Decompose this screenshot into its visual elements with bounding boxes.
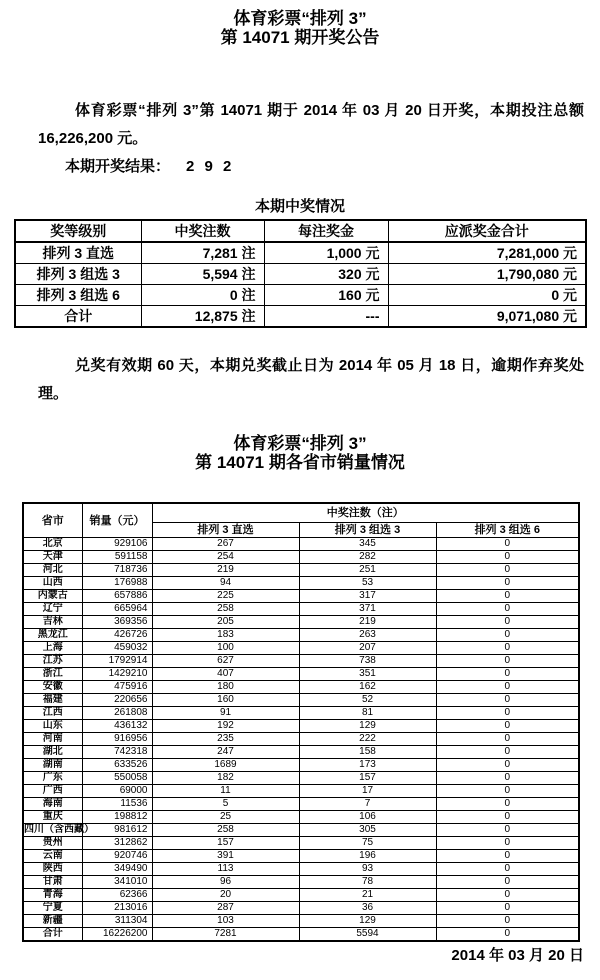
province-cell: 安徽 bbox=[23, 681, 82, 694]
group6-bets-cell: 0 bbox=[436, 538, 579, 551]
title2-line1: 体育彩票“排列 3” bbox=[233, 434, 367, 453]
group6-bets-cell: 0 bbox=[436, 720, 579, 733]
straight-bets-cell: 157 bbox=[152, 837, 299, 850]
group6-bets-cell: 0 bbox=[436, 668, 579, 681]
sales-amount-cell: 981612 bbox=[82, 824, 152, 837]
sales-amount-cell: 220656 bbox=[82, 694, 152, 707]
group6-bets-cell: 0 bbox=[436, 694, 579, 707]
table-row bbox=[23, 564, 579, 577]
group6-bets-cell: 0 bbox=[436, 811, 579, 824]
title1-line1: 体育彩票“排列 3” bbox=[233, 9, 367, 28]
table-row bbox=[23, 876, 579, 889]
document-date: 2014 年 03 月 20 日 bbox=[451, 947, 584, 964]
group6-bets-cell: 0 bbox=[436, 733, 579, 746]
sales-table-body bbox=[23, 538, 579, 942]
straight-bets-cell: 100 bbox=[152, 642, 299, 655]
group3-bets-cell: 219 bbox=[299, 616, 436, 629]
straight-bets-cell: 103 bbox=[152, 915, 299, 928]
table-row bbox=[23, 551, 579, 564]
sales-amount-cell: 69000 bbox=[82, 785, 152, 798]
straight-bets-cell: 182 bbox=[152, 772, 299, 785]
straight-bets-cell: 247 bbox=[152, 746, 299, 759]
sales-amount-cell: 11536 bbox=[82, 798, 152, 811]
sales-amount-cell: 311304 bbox=[82, 915, 152, 928]
table-row bbox=[23, 915, 579, 928]
table-row bbox=[23, 863, 579, 876]
column-header-winning-bets-group: 中奖注数（注） bbox=[152, 503, 579, 523]
prize-level-cell: 排列 3 直选 bbox=[15, 242, 141, 264]
group3-bets-cell: 222 bbox=[299, 733, 436, 746]
table-row bbox=[15, 285, 586, 306]
group3-bets-cell: 106 bbox=[299, 811, 436, 824]
straight-bets-cell: 183 bbox=[152, 629, 299, 642]
group3-bets-cell: 36 bbox=[299, 902, 436, 915]
straight-bets-cell: 258 bbox=[152, 824, 299, 837]
straight-bets-cell: 11 bbox=[152, 785, 299, 798]
straight-bets-cell: 180 bbox=[152, 681, 299, 694]
province-sales-table bbox=[22, 502, 580, 942]
straight-bets-cell: 235 bbox=[152, 733, 299, 746]
prize-table-body bbox=[15, 242, 586, 327]
sales-amount-cell: 459032 bbox=[82, 642, 152, 655]
sales-amount-cell: 341010 bbox=[82, 876, 152, 889]
group3-bets-cell: 52 bbox=[299, 694, 436, 707]
sales-amount-cell: 742318 bbox=[82, 746, 152, 759]
column-header-group3: 排列 3 组选 3 bbox=[299, 523, 436, 538]
sales-amount-cell: 16226200 bbox=[82, 928, 152, 942]
table-row bbox=[23, 538, 579, 551]
sales-amount-cell: 312862 bbox=[82, 837, 152, 850]
group6-bets-cell: 0 bbox=[436, 889, 579, 902]
table-row bbox=[15, 242, 586, 264]
table-row bbox=[23, 720, 579, 733]
column-header-total-payout: 应派奖金合计 bbox=[388, 220, 586, 242]
draw-announcement-title bbox=[0, 0, 600, 47]
group3-bets-cell: 53 bbox=[299, 577, 436, 590]
table-row bbox=[23, 902, 579, 915]
winning-bets-cell: 12,875 注 bbox=[141, 306, 264, 328]
group3-bets-cell: 317 bbox=[299, 590, 436, 603]
draw-result-label: 本期开奖结果： bbox=[65, 158, 171, 175]
province-cell: 辽宁 bbox=[23, 603, 82, 616]
prize-table-header bbox=[15, 220, 586, 242]
province-cell: 内蒙古 bbox=[23, 590, 82, 603]
straight-bets-cell: 91 bbox=[152, 707, 299, 720]
table-row bbox=[23, 590, 579, 603]
straight-bets-cell: 113 bbox=[152, 863, 299, 876]
group6-bets-cell: 0 bbox=[436, 629, 579, 642]
prize-table bbox=[14, 219, 587, 328]
province-cell: 湖南 bbox=[23, 759, 82, 772]
province-cell: 海南 bbox=[23, 798, 82, 811]
straight-bets-cell: 407 bbox=[152, 668, 299, 681]
straight-bets-cell: 7281 bbox=[152, 928, 299, 942]
table-row bbox=[23, 603, 579, 616]
column-header-sales-amount: 销量（元） bbox=[82, 503, 152, 538]
group3-bets-cell: 251 bbox=[299, 564, 436, 577]
group3-bets-cell: 371 bbox=[299, 603, 436, 616]
sales-amount-cell: 657886 bbox=[82, 590, 152, 603]
straight-bets-cell: 5 bbox=[152, 798, 299, 811]
province-cell: 青海 bbox=[23, 889, 82, 902]
column-header-province: 省市 bbox=[23, 503, 82, 538]
straight-bets-cell: 258 bbox=[152, 603, 299, 616]
group3-bets-cell: 21 bbox=[299, 889, 436, 902]
province-cell: 江苏 bbox=[23, 655, 82, 668]
province-cell: 江西 bbox=[23, 707, 82, 720]
group6-bets-cell: 0 bbox=[436, 824, 579, 837]
table-row bbox=[23, 837, 579, 850]
prize-table-title: 本期中奖情况 bbox=[254, 198, 345, 215]
draw-result-line bbox=[38, 153, 584, 181]
sales-amount-cell: 665964 bbox=[82, 603, 152, 616]
province-cell: 上海 bbox=[23, 642, 82, 655]
table-row bbox=[23, 655, 579, 668]
group3-bets-cell: 162 bbox=[299, 681, 436, 694]
province-cell: 重庆 bbox=[23, 811, 82, 824]
province-cell: 河南 bbox=[23, 733, 82, 746]
group3-bets-cell: 263 bbox=[299, 629, 436, 642]
province-cell: 宁夏 bbox=[23, 902, 82, 915]
sales-amount-cell: 1792914 bbox=[82, 655, 152, 668]
group3-bets-cell: 129 bbox=[299, 720, 436, 733]
sales-amount-cell: 436132 bbox=[82, 720, 152, 733]
group6-bets-cell: 0 bbox=[436, 616, 579, 629]
group3-bets-cell: 345 bbox=[299, 538, 436, 551]
group3-bets-cell: 282 bbox=[299, 551, 436, 564]
province-cell: 黑龙江 bbox=[23, 629, 82, 642]
prize-per-bet-cell: 320 元 bbox=[264, 264, 388, 285]
straight-bets-cell: 267 bbox=[152, 538, 299, 551]
sales-amount-cell: 349490 bbox=[82, 863, 152, 876]
group6-bets-cell: 0 bbox=[436, 850, 579, 863]
redemption-notice: 兑奖有效期 60 天，本期兑奖截止日为 2014 年 05 月 18 日，逾期作弃奖处理。 bbox=[38, 357, 584, 402]
sales-amount-cell: 550058 bbox=[82, 772, 152, 785]
table-row bbox=[23, 772, 579, 785]
sales-amount-cell: 475916 bbox=[82, 681, 152, 694]
straight-bets-cell: 20 bbox=[152, 889, 299, 902]
group3-bets-cell: 158 bbox=[299, 746, 436, 759]
province-cell: 甘肃 bbox=[23, 876, 82, 889]
province-cell: 福建 bbox=[23, 694, 82, 707]
sales-amount-cell: 176988 bbox=[82, 577, 152, 590]
province-cell: 陕西 bbox=[23, 863, 82, 876]
table-row bbox=[23, 759, 579, 772]
total-payout-cell: 0 元 bbox=[388, 285, 586, 306]
group3-bets-cell: 305 bbox=[299, 824, 436, 837]
sales-amount-cell: 718736 bbox=[82, 564, 152, 577]
sales-amount-cell: 213016 bbox=[82, 902, 152, 915]
column-header-prize-per-bet: 每注奖金 bbox=[264, 220, 388, 242]
straight-bets-cell: 160 bbox=[152, 694, 299, 707]
group3-bets-cell: 157 bbox=[299, 772, 436, 785]
winning-bets-cell: 5,594 注 bbox=[141, 264, 264, 285]
group6-bets-cell: 0 bbox=[436, 785, 579, 798]
group6-bets-cell: 0 bbox=[436, 837, 579, 850]
table-row bbox=[23, 668, 579, 681]
sales-amount-cell: 633526 bbox=[82, 759, 152, 772]
table-row bbox=[23, 811, 579, 824]
table-row bbox=[23, 577, 579, 590]
total-payout-cell: 7,281,000 元 bbox=[388, 242, 586, 264]
province-cell: 山西 bbox=[23, 577, 82, 590]
total-payout-cell: 9,071,080 元 bbox=[388, 306, 586, 328]
group6-bets-cell: 0 bbox=[436, 603, 579, 616]
group3-bets-cell: 7 bbox=[299, 798, 436, 811]
group3-bets-cell: 351 bbox=[299, 668, 436, 681]
group6-bets-cell: 0 bbox=[436, 876, 579, 889]
group3-bets-cell: 78 bbox=[299, 876, 436, 889]
straight-bets-cell: 96 bbox=[152, 876, 299, 889]
province-cell: 云南 bbox=[23, 850, 82, 863]
group6-bets-cell: 0 bbox=[436, 772, 579, 785]
group3-bets-cell: 207 bbox=[299, 642, 436, 655]
table-row bbox=[15, 306, 586, 328]
sales-amount-cell: 261808 bbox=[82, 707, 152, 720]
table-row bbox=[23, 824, 579, 837]
title1-line2: 第 14071 期开奖公告 bbox=[220, 28, 380, 47]
group6-bets-cell: 0 bbox=[436, 746, 579, 759]
province-cell: 新疆 bbox=[23, 915, 82, 928]
intro-paragraph: 体育彩票“排列 3”第 14071 期于 2014 年 03 月 20 日开奖，本期投注总额 16,226,200 元。 bbox=[38, 102, 584, 147]
sales-amount-cell: 1429210 bbox=[82, 668, 152, 681]
prize-level-cell: 合计 bbox=[15, 306, 141, 328]
column-header-group6: 排列 3 组选 6 bbox=[436, 523, 579, 538]
sales-report-title bbox=[0, 434, 600, 472]
title2-line2: 第 14071 期各省市销量情况 bbox=[195, 453, 405, 472]
group3-bets-cell: 5594 bbox=[299, 928, 436, 942]
province-cell: 浙江 bbox=[23, 668, 82, 681]
prize-per-bet-cell: 1,000 元 bbox=[264, 242, 388, 264]
province-cell: 河北 bbox=[23, 564, 82, 577]
group6-bets-cell: 0 bbox=[436, 642, 579, 655]
straight-bets-cell: 1689 bbox=[152, 759, 299, 772]
group6-bets-cell: 0 bbox=[436, 564, 579, 577]
table-row bbox=[23, 850, 579, 863]
prize-level-cell: 排列 3 组选 6 bbox=[15, 285, 141, 306]
group6-bets-cell: 0 bbox=[436, 681, 579, 694]
table-row bbox=[23, 707, 579, 720]
group3-bets-cell: 173 bbox=[299, 759, 436, 772]
group6-bets-cell: 0 bbox=[436, 707, 579, 720]
table-row bbox=[23, 798, 579, 811]
group6-bets-cell: 0 bbox=[436, 577, 579, 590]
prize-per-bet-cell: --- bbox=[264, 306, 388, 328]
group6-bets-cell: 0 bbox=[436, 798, 579, 811]
table-row bbox=[23, 889, 579, 902]
table-row bbox=[23, 642, 579, 655]
sales-amount-cell: 198812 bbox=[82, 811, 152, 824]
group3-bets-cell: 93 bbox=[299, 863, 436, 876]
group3-bets-cell: 129 bbox=[299, 915, 436, 928]
total-payout-cell: 1,790,080 元 bbox=[388, 264, 586, 285]
column-header-winning-bets: 中奖注数 bbox=[141, 220, 264, 242]
group6-bets-cell: 0 bbox=[436, 551, 579, 564]
table-row bbox=[23, 681, 579, 694]
prize-level-cell: 排列 3 组选 3 bbox=[15, 264, 141, 285]
winning-bets-cell: 7,281 注 bbox=[141, 242, 264, 264]
table-row bbox=[23, 733, 579, 746]
column-header-prize-level: 奖等级别 bbox=[15, 220, 141, 242]
straight-bets-cell: 94 bbox=[152, 577, 299, 590]
province-cell: 天津 bbox=[23, 551, 82, 564]
prize-per-bet-cell: 160 元 bbox=[264, 285, 388, 306]
province-cell: 合计 bbox=[23, 928, 82, 942]
group3-bets-cell: 738 bbox=[299, 655, 436, 668]
draw-result-numbers: 2 9 2 bbox=[186, 158, 235, 175]
sales-amount-cell: 62366 bbox=[82, 889, 152, 902]
table-row bbox=[23, 629, 579, 642]
group3-bets-cell: 17 bbox=[299, 785, 436, 798]
sales-amount-cell: 426726 bbox=[82, 629, 152, 642]
table-row bbox=[23, 746, 579, 759]
province-cell: 广东 bbox=[23, 772, 82, 785]
province-cell: 山东 bbox=[23, 720, 82, 733]
group6-bets-cell: 0 bbox=[436, 759, 579, 772]
province-cell: 四川（含西藏） bbox=[24, 824, 94, 835]
table-row bbox=[23, 785, 579, 798]
table-row bbox=[15, 264, 586, 285]
sales-table-header bbox=[23, 503, 579, 538]
column-header-straight: 排列 3 直选 bbox=[152, 523, 299, 538]
province-cell: 吉林 bbox=[23, 616, 82, 629]
province-cell: 广西 bbox=[23, 785, 82, 798]
sales-amount-cell: 916956 bbox=[82, 733, 152, 746]
table-row bbox=[23, 694, 579, 707]
table-row bbox=[23, 928, 579, 942]
straight-bets-cell: 219 bbox=[152, 564, 299, 577]
straight-bets-cell: 287 bbox=[152, 902, 299, 915]
group6-bets-cell: 0 bbox=[436, 902, 579, 915]
sales-amount-cell: 929106 bbox=[82, 538, 152, 551]
straight-bets-cell: 225 bbox=[152, 590, 299, 603]
group3-bets-cell: 196 bbox=[299, 850, 436, 863]
group3-bets-cell: 81 bbox=[299, 707, 436, 720]
group6-bets-cell: 0 bbox=[436, 655, 579, 668]
group3-bets-cell: 75 bbox=[299, 837, 436, 850]
straight-bets-cell: 192 bbox=[152, 720, 299, 733]
winning-bets-cell: 0 注 bbox=[141, 285, 264, 306]
sales-table-header-row1 bbox=[23, 503, 579, 523]
table-row bbox=[23, 616, 579, 629]
group6-bets-cell: 0 bbox=[436, 863, 579, 876]
prize-table-header-row bbox=[15, 220, 586, 242]
group6-bets-cell: 0 bbox=[436, 915, 579, 928]
province-cell: 湖北 bbox=[23, 746, 82, 759]
straight-bets-cell: 254 bbox=[152, 551, 299, 564]
straight-bets-cell: 205 bbox=[152, 616, 299, 629]
group6-bets-cell: 0 bbox=[436, 590, 579, 603]
province-cell: 贵州 bbox=[23, 837, 82, 850]
province-cell: 北京 bbox=[23, 538, 82, 551]
straight-bets-cell: 391 bbox=[152, 850, 299, 863]
sales-amount-cell: 591158 bbox=[82, 551, 152, 564]
sales-amount-cell: 920746 bbox=[82, 850, 152, 863]
straight-bets-cell: 25 bbox=[152, 811, 299, 824]
sales-amount-cell: 369356 bbox=[82, 616, 152, 629]
group6-bets-cell: 0 bbox=[436, 928, 579, 942]
straight-bets-cell: 627 bbox=[152, 655, 299, 668]
